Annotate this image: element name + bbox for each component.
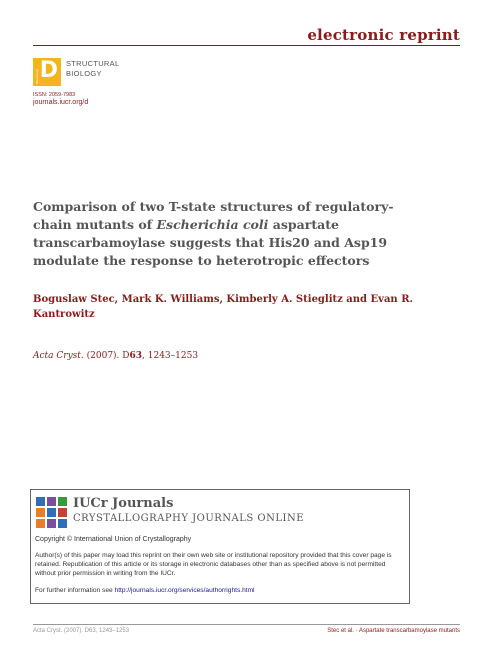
further-info — [35, 587, 255, 594]
copyright-box — [30, 489, 410, 604]
logo-cell — [36, 497, 45, 506]
section-line-2: BIOLOGY — [66, 69, 102, 78]
citation-journal: Acta Cryst. — [33, 351, 84, 361]
logo-cell — [47, 508, 56, 517]
iucr-subtitle: CRYSTALLOGRAPHY JOURNALS ONLINE — [73, 513, 305, 524]
logo-letter: D — [39, 58, 58, 83]
title-part-1: Comparison of two T-state structures of regulatory-chain mutants of — [33, 199, 394, 232]
article-authors: Boguslaw Stec, Mark K. Williams, Kimberly A. Stieglitz and Evan R. Kantrowitz — [33, 294, 413, 320]
logo-cell — [36, 519, 45, 528]
logo-cell — [47, 497, 56, 506]
section-line-1: STRUCTURAL — [66, 59, 120, 68]
logo-cell — [36, 508, 45, 517]
logo-cell — [58, 519, 67, 528]
issn: ISSN: 2059-7983 — [33, 92, 76, 98]
top-divider — [33, 45, 460, 46]
logo-side-text: Structural — [35, 69, 39, 84]
info-prefix: For further information see — [35, 587, 115, 594]
citation-year: (2007). D — [83, 351, 130, 361]
bottom-divider — [33, 624, 460, 625]
logo-cell — [47, 519, 56, 528]
citation-volume: 63 — [129, 351, 143, 361]
journal-url-link[interactable]: journals.iucr.org/d — [33, 99, 89, 106]
author-rights-link[interactable]: http://journals.iucr.org/services/authorrights.html — [114, 587, 255, 594]
footer-running-title: Stec et al. · Aspartate transcarbamoylase mutants — [327, 628, 460, 634]
electronic-reprint-label: electronic reprint — [307, 26, 460, 44]
rights-text: Author(s) of this paper may load this reprint on their own web site or institutional repository provided that this cover page is retained. Republication of this article or its storage in electronic databases other than as specified above is not permitted without prior permission in writing from the IUCr. — [35, 552, 392, 577]
logo-cell — [58, 497, 67, 506]
iucr-brand: IUCr Journals — [73, 496, 174, 511]
citation — [33, 351, 198, 361]
journal-section — [66, 59, 146, 79]
title-species: Escherichia coli — [156, 217, 269, 232]
logo-cell — [58, 508, 67, 517]
article-title — [33, 198, 413, 270]
title-part-2: aspartate transcarbamoylase suggests that His20 and Asp19 modulate the response to heterotropic effectors — [33, 217, 388, 268]
journal-logo[interactable] — [33, 58, 61, 86]
iucr-logo-icon — [36, 497, 67, 528]
copyright-notice: Copyright © International Union of Crystallography — [35, 536, 192, 543]
footer-citation: Acta Cryst. (2007). D63, 1243–1253 — [33, 628, 130, 634]
citation-pages: , 1243–1253 — [142, 351, 199, 361]
